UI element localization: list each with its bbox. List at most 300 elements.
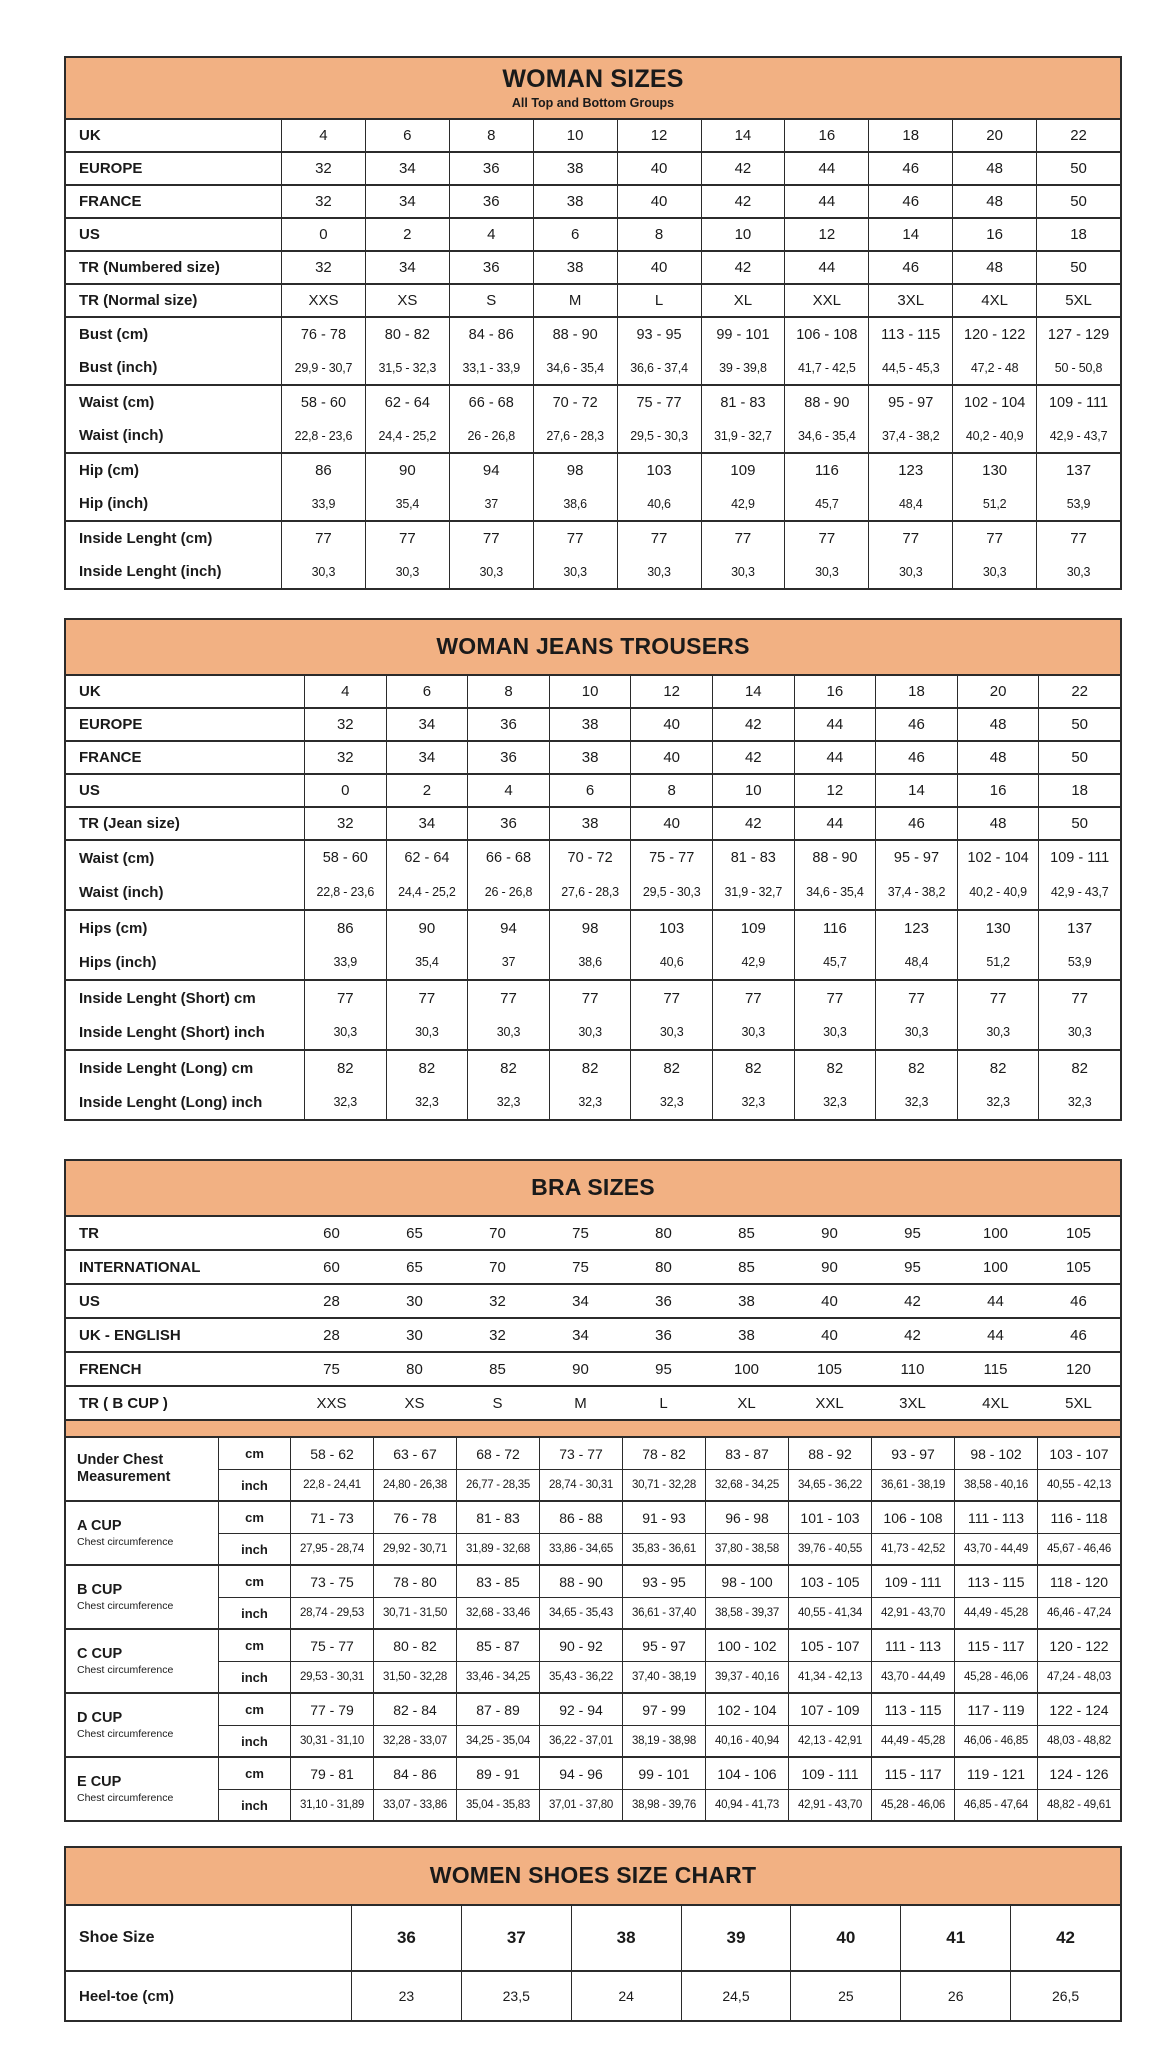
value-cell: 95 - 97 bbox=[868, 386, 952, 419]
value-cell: 100 bbox=[982, 1258, 1009, 1276]
value-cell: 33,1 - 33,9 bbox=[449, 351, 533, 384]
table-row bbox=[66, 351, 1120, 384]
value-cell: 38,98 - 39,76 bbox=[622, 1789, 705, 1820]
value-cell: 77 bbox=[630, 981, 712, 1015]
value-cell: 116 bbox=[784, 454, 868, 487]
row-label: UK bbox=[79, 683, 101, 700]
cup-row-group bbox=[66, 1500, 1120, 1564]
value-cell: 6 bbox=[549, 775, 631, 806]
value-cell: 30,3 bbox=[617, 555, 701, 588]
measure-row-group bbox=[66, 384, 1120, 452]
value-cell: 32 bbox=[304, 808, 386, 839]
value-cell: 46 bbox=[868, 186, 952, 217]
value-cell: 103 bbox=[630, 911, 712, 945]
value-cell: 109 bbox=[712, 911, 794, 945]
value-cell: 58 - 60 bbox=[281, 386, 365, 419]
value-cell: 66 - 68 bbox=[467, 841, 549, 875]
value-cell: 113 - 115 bbox=[871, 1694, 954, 1725]
table-row bbox=[66, 1385, 1120, 1419]
value-cell: 31,10 - 31,89 bbox=[290, 1789, 373, 1820]
value-cell: 84 - 86 bbox=[373, 1758, 456, 1789]
value-cell: 80 bbox=[655, 1258, 672, 1276]
cup-sublabel: Chest circumference bbox=[77, 1792, 174, 1805]
value-cell: 113 - 115 bbox=[868, 318, 952, 351]
value-cell: 36 bbox=[467, 742, 549, 773]
value-cell: 105 bbox=[816, 1360, 843, 1378]
value-cell: 32,3 bbox=[875, 1085, 957, 1119]
row-label: Waist (inch) bbox=[79, 883, 164, 901]
value-cell: 105 bbox=[1065, 1224, 1092, 1242]
value-cell: S bbox=[492, 1394, 503, 1412]
value-cell: 42,91 - 43,70 bbox=[871, 1597, 954, 1628]
value-cell: 33,86 - 34,65 bbox=[539, 1533, 622, 1564]
value-cell: 22,8 - 23,6 bbox=[281, 419, 365, 452]
value-cell: 18 bbox=[1036, 219, 1120, 250]
table-row bbox=[66, 1351, 1120, 1385]
value-cell: 20 bbox=[957, 676, 1039, 707]
value-cell: 44,5 - 45,3 bbox=[868, 351, 952, 384]
value-cell: 106 - 108 bbox=[871, 1502, 954, 1533]
value-cell: 46 bbox=[875, 808, 957, 839]
value-cell: 28,74 - 30,31 bbox=[539, 1469, 622, 1500]
value-cell: 18 bbox=[868, 120, 952, 151]
value-cell: 33,07 - 33,86 bbox=[373, 1789, 456, 1820]
value-cell: 40 bbox=[617, 252, 701, 283]
unit-label: inch bbox=[218, 1469, 290, 1500]
value-cell: 31,89 - 32,68 bbox=[456, 1533, 539, 1564]
value-cell: 32,3 bbox=[467, 1085, 549, 1119]
table-row bbox=[66, 1317, 1120, 1351]
value-cell: 90 - 92 bbox=[539, 1630, 622, 1661]
value-cell: 48 bbox=[957, 808, 1039, 839]
value-cell: 34 bbox=[572, 1326, 589, 1344]
value-cell: 51,2 bbox=[957, 945, 1039, 979]
unit-label: cm bbox=[218, 1630, 290, 1661]
row-label: INTERNATIONAL bbox=[79, 1258, 201, 1276]
value-cell: 77 bbox=[1036, 522, 1120, 555]
value-cell: 39,76 - 40,55 bbox=[788, 1533, 871, 1564]
value-cell: 82 bbox=[304, 1051, 386, 1085]
value-cell: 38 bbox=[738, 1292, 755, 1310]
value-cell: M bbox=[574, 1394, 587, 1412]
cup-label: C CUP bbox=[77, 1645, 123, 1662]
value-cell: 42,9 bbox=[701, 487, 785, 520]
value-cell: 96 - 98 bbox=[705, 1502, 788, 1533]
cup-row-group bbox=[66, 1628, 1120, 1692]
table-row bbox=[66, 250, 1120, 283]
value-cell: 119 - 121 bbox=[954, 1758, 1037, 1789]
value-cell: 37 bbox=[467, 945, 549, 979]
value-cell: 26,5 bbox=[1010, 1972, 1120, 2020]
value-cell: 40,55 - 41,34 bbox=[788, 1597, 871, 1628]
value-cell: 36,22 - 37,01 bbox=[539, 1725, 622, 1756]
value-cell: 123 bbox=[875, 911, 957, 945]
value-cell: 40 bbox=[630, 742, 712, 773]
value-cell: 103 - 107 bbox=[1037, 1438, 1120, 1469]
value-cell: 42 bbox=[904, 1292, 921, 1310]
value-cell: 80 - 82 bbox=[373, 1630, 456, 1661]
row-label: Shoe Size bbox=[79, 1929, 155, 1946]
value-cell: 50 bbox=[1036, 252, 1120, 283]
value-cell: 42,91 - 43,70 bbox=[788, 1789, 871, 1820]
value-cell: 30,3 bbox=[281, 555, 365, 588]
value-cell: 27,95 - 28,74 bbox=[290, 1533, 373, 1564]
value-cell: 30,3 bbox=[701, 555, 785, 588]
value-cell: 120 - 122 bbox=[952, 318, 1036, 351]
value-cell: 75 - 77 bbox=[290, 1630, 373, 1661]
value-cell: 48 bbox=[957, 709, 1039, 740]
value-cell: 77 bbox=[304, 981, 386, 1015]
value-cell: 86 bbox=[281, 454, 365, 487]
value-cell: 68 - 72 bbox=[456, 1438, 539, 1469]
row-label bbox=[66, 1630, 218, 1692]
cup-label: A CUP bbox=[77, 1517, 122, 1534]
value-cell: 77 bbox=[712, 981, 794, 1015]
value-cell: 130 bbox=[952, 454, 1036, 487]
value-cell: 28 bbox=[323, 1292, 340, 1310]
value-cell: 44 bbox=[987, 1292, 1004, 1310]
value-cell: 113 - 115 bbox=[954, 1566, 1037, 1597]
value-cell: 12 bbox=[784, 219, 868, 250]
value-cell: 73 - 75 bbox=[290, 1566, 373, 1597]
value-cell: 81 - 83 bbox=[701, 386, 785, 419]
value-cell: 4XL bbox=[982, 1394, 1009, 1412]
value-cell: 38 bbox=[549, 808, 631, 839]
table-row bbox=[66, 184, 1120, 217]
value-cell: 82 bbox=[467, 1051, 549, 1085]
value-cell: 85 bbox=[738, 1224, 755, 1242]
value-cell: 36 bbox=[655, 1292, 672, 1310]
value-cell: 50 - 50,8 bbox=[1036, 351, 1120, 384]
value-cell: 130 bbox=[957, 911, 1039, 945]
value-cell: 76 - 78 bbox=[373, 1502, 456, 1533]
value-cell: 3XL bbox=[868, 285, 952, 316]
row-label: FRENCH bbox=[79, 1360, 142, 1378]
value-cell: 30,3 bbox=[868, 555, 952, 588]
value-cell: 46 bbox=[1070, 1326, 1087, 1344]
table-row bbox=[66, 707, 1120, 740]
value-cell: 45,7 bbox=[794, 945, 876, 979]
value-cell: 50 bbox=[1036, 153, 1120, 184]
value-cell: 118 - 120 bbox=[1037, 1566, 1120, 1597]
value-cell: 105 bbox=[1065, 1258, 1092, 1276]
row-label: US bbox=[79, 226, 100, 243]
value-cell: 77 bbox=[386, 981, 468, 1015]
value-cell: 23,5 bbox=[461, 1972, 571, 2020]
value-cell: 124 - 126 bbox=[1037, 1758, 1120, 1789]
value-cell: 34,65 - 36,22 bbox=[788, 1469, 871, 1500]
value-cell: 109 bbox=[701, 454, 785, 487]
value-cell: 30,3 bbox=[386, 1015, 468, 1049]
value-cell: 48,03 - 48,82 bbox=[1037, 1725, 1120, 1756]
value-cell: 104 - 106 bbox=[705, 1758, 788, 1789]
value-cell: 127 - 129 bbox=[1036, 318, 1120, 351]
value-cell: 29,5 - 30,3 bbox=[617, 419, 701, 452]
value-cell: 46 bbox=[868, 252, 952, 283]
value-cell: 26 - 26,8 bbox=[467, 875, 549, 909]
value-cell: 46 bbox=[868, 153, 952, 184]
value-cell: 40,2 - 40,9 bbox=[957, 875, 1039, 909]
value-cell: 35,83 - 36,61 bbox=[622, 1533, 705, 1564]
value-cell: 40 bbox=[617, 186, 701, 217]
value-cell: 84 - 86 bbox=[449, 318, 533, 351]
value-cell: 90 bbox=[386, 911, 468, 945]
value-cell: 3XL bbox=[899, 1394, 926, 1412]
value-cell: 10 bbox=[533, 120, 617, 151]
value-cell: 76 - 78 bbox=[281, 318, 365, 351]
value-cell: 85 bbox=[738, 1258, 755, 1276]
value-cell: 137 bbox=[1036, 454, 1120, 487]
value-cell: 42 bbox=[712, 742, 794, 773]
value-cell: 32,3 bbox=[630, 1085, 712, 1119]
table-row bbox=[66, 740, 1120, 773]
value-cell: 37,01 - 37,80 bbox=[539, 1789, 622, 1820]
value-cell: 90 bbox=[572, 1360, 589, 1378]
value-cell: 32,3 bbox=[712, 1085, 794, 1119]
value-cell: 42,9 - 43,7 bbox=[1036, 419, 1120, 452]
value-cell: 35,4 bbox=[365, 487, 449, 520]
table-row bbox=[66, 1085, 1120, 1119]
cup-row-group bbox=[66, 1564, 1120, 1628]
value-cell: 50 bbox=[1038, 709, 1120, 740]
value-cell: 75 bbox=[323, 1360, 340, 1378]
row-label: TR (Normal size) bbox=[79, 292, 198, 309]
value-cell: 37,4 - 38,2 bbox=[875, 875, 957, 909]
value-cell: 42 bbox=[701, 252, 785, 283]
table-title: WOMAN SIZES bbox=[502, 65, 684, 94]
value-cell: 30,3 bbox=[1036, 555, 1120, 588]
value-cell: 41,7 - 42,5 bbox=[784, 351, 868, 384]
value-cell: 88 - 90 bbox=[533, 318, 617, 351]
measure-row-group bbox=[66, 979, 1120, 1049]
value-cell: M bbox=[533, 285, 617, 316]
cup-sublabel: Chest circumference bbox=[77, 1664, 174, 1677]
row-label: Hip (inch) bbox=[79, 495, 149, 512]
value-cell: 116 bbox=[794, 911, 876, 945]
row-label: Heel-toe (cm) bbox=[79, 1987, 175, 2005]
value-cell: 32,3 bbox=[794, 1085, 876, 1119]
value-cell: 25 bbox=[790, 1972, 900, 2020]
value-cell: 6 bbox=[365, 120, 449, 151]
value-cell: 8 bbox=[617, 219, 701, 250]
row-label: TR (Jean size) bbox=[79, 815, 180, 832]
measure-row-group bbox=[66, 520, 1120, 588]
cup-label: B CUP bbox=[77, 1581, 123, 1598]
value-cell: 24,80 - 26,38 bbox=[373, 1469, 456, 1500]
value-cell: 42 bbox=[701, 153, 785, 184]
value-cell: 42 bbox=[904, 1326, 921, 1344]
value-cell: 33,9 bbox=[304, 945, 386, 979]
value-cell: 62 - 64 bbox=[365, 386, 449, 419]
value-cell: 44 bbox=[784, 186, 868, 217]
value-cell: 81 - 83 bbox=[712, 841, 794, 875]
table-row bbox=[66, 1906, 1120, 1970]
value-cell: 40 bbox=[821, 1292, 838, 1310]
value-cell: 10 bbox=[549, 676, 631, 707]
value-cell: 75 bbox=[572, 1258, 589, 1276]
value-cell: 87 - 89 bbox=[456, 1694, 539, 1725]
value-cell: 41,73 - 42,52 bbox=[871, 1533, 954, 1564]
value-cell: 91 - 93 bbox=[622, 1502, 705, 1533]
row-label: Waist (inch) bbox=[79, 427, 164, 444]
value-cell: 86 - 88 bbox=[539, 1502, 622, 1533]
cup-sublabel: Chest circumference bbox=[77, 1728, 174, 1741]
value-cell: 109 - 111 bbox=[1038, 841, 1120, 875]
value-cell: 100 - 102 bbox=[705, 1630, 788, 1661]
table-row bbox=[66, 318, 1120, 351]
value-cell: 34 bbox=[365, 252, 449, 283]
value-cell: 98 bbox=[549, 911, 631, 945]
value-cell: 93 - 95 bbox=[622, 1566, 705, 1597]
table-row bbox=[66, 555, 1120, 588]
value-cell: 95 bbox=[904, 1258, 921, 1276]
value-cell: 5XL bbox=[1036, 285, 1120, 316]
table-row bbox=[66, 1283, 1120, 1317]
value-cell: 4 bbox=[467, 775, 549, 806]
value-cell: 42,9 bbox=[712, 945, 794, 979]
table-title: BRA SIZES bbox=[531, 1174, 655, 1201]
row-label: Inside Lenght (inch) bbox=[79, 563, 222, 580]
value-cell: 98 - 100 bbox=[705, 1566, 788, 1597]
value-cell: 43,70 - 44,49 bbox=[954, 1533, 1037, 1564]
value-cell: 62 - 64 bbox=[386, 841, 468, 875]
table-row bbox=[66, 1970, 1120, 2020]
value-cell: 18 bbox=[1038, 775, 1120, 806]
value-cell: 88 - 92 bbox=[788, 1438, 871, 1469]
value-cell: 40,6 bbox=[617, 487, 701, 520]
row-label: UK - ENGLISH bbox=[79, 1326, 181, 1344]
value-cell: 40,55 - 42,13 bbox=[1037, 1469, 1120, 1500]
value-cell: 36 bbox=[449, 153, 533, 184]
table-row bbox=[66, 487, 1120, 520]
value-cell: 93 - 97 bbox=[871, 1438, 954, 1469]
value-cell: 36 bbox=[467, 808, 549, 839]
value-cell: 30,3 bbox=[1038, 1015, 1120, 1049]
value-cell: 16 bbox=[784, 120, 868, 151]
value-cell: 38 bbox=[533, 186, 617, 217]
value-cell: 4XL bbox=[952, 285, 1036, 316]
row-label bbox=[66, 1502, 218, 1564]
value-cell: 46,85 - 47,64 bbox=[954, 1789, 1037, 1820]
row-label: Hips (cm) bbox=[79, 919, 148, 937]
value-cell: 85 - 87 bbox=[456, 1630, 539, 1661]
value-cell: 30,3 bbox=[365, 555, 449, 588]
value-cell: 66 - 68 bbox=[449, 386, 533, 419]
value-cell: XS bbox=[365, 285, 449, 316]
value-cell: 77 bbox=[549, 981, 631, 1015]
value-cell: 4 bbox=[281, 120, 365, 151]
value-cell: 38,6 bbox=[533, 487, 617, 520]
value-cell: 94 - 96 bbox=[539, 1758, 622, 1789]
row-label: Bust (cm) bbox=[79, 326, 149, 343]
table-row bbox=[66, 841, 1120, 875]
value-cell: XXL bbox=[784, 285, 868, 316]
value-cell: 97 - 99 bbox=[622, 1694, 705, 1725]
woman-sizes-header bbox=[66, 58, 1120, 120]
value-cell: 45,28 - 46,06 bbox=[954, 1661, 1037, 1692]
value-cell: 35,4 bbox=[386, 945, 468, 979]
value-cell: 60 bbox=[323, 1224, 340, 1242]
value-cell: 73 - 77 bbox=[539, 1438, 622, 1469]
value-cell: 79 - 81 bbox=[290, 1758, 373, 1789]
value-cell: 32,3 bbox=[549, 1085, 631, 1119]
value-cell: 120 bbox=[1065, 1360, 1092, 1378]
value-cell: 32,28 - 33,07 bbox=[373, 1725, 456, 1756]
value-cell: 29,53 - 30,31 bbox=[290, 1661, 373, 1692]
value-cell: 8 bbox=[467, 676, 549, 707]
bra-sizes-body bbox=[66, 1217, 1120, 1820]
value-cell: 24 bbox=[571, 1972, 681, 2020]
value-cell: 30,3 bbox=[794, 1015, 876, 1049]
value-cell: 40 bbox=[630, 808, 712, 839]
value-cell: 8 bbox=[449, 120, 533, 151]
value-cell: 90 bbox=[821, 1224, 838, 1242]
value-cell: 42 bbox=[712, 709, 794, 740]
value-cell: 82 bbox=[630, 1051, 712, 1085]
value-cell: 27,6 - 28,3 bbox=[549, 875, 631, 909]
value-cell: 41,34 - 42,13 bbox=[788, 1661, 871, 1692]
value-cell: 44 bbox=[794, 808, 876, 839]
value-cell: 99 - 101 bbox=[622, 1758, 705, 1789]
cup-label: Under Chest Measurement bbox=[77, 1451, 171, 1485]
value-cell: 46 bbox=[875, 742, 957, 773]
value-cell: 0 bbox=[281, 219, 365, 250]
measure-row-group bbox=[66, 909, 1120, 979]
row-label: UK bbox=[79, 127, 101, 144]
value-cell: 89 - 91 bbox=[456, 1758, 539, 1789]
value-cell: 40,16 - 40,94 bbox=[705, 1725, 788, 1756]
measure-row-group bbox=[66, 839, 1120, 909]
value-cell: 5XL bbox=[1065, 1394, 1092, 1412]
value-cell: 46,46 - 47,24 bbox=[1037, 1597, 1120, 1628]
value-cell: 30,3 bbox=[784, 555, 868, 588]
value-cell: 24,5 bbox=[681, 1972, 791, 2020]
table-row bbox=[66, 454, 1120, 487]
value-cell: 82 bbox=[712, 1051, 794, 1085]
table-row bbox=[66, 419, 1120, 452]
value-cell: 65 bbox=[406, 1258, 423, 1276]
value-cell: 90 bbox=[365, 454, 449, 487]
unit-label: cm bbox=[218, 1758, 290, 1789]
value-cell: XXL bbox=[815, 1394, 844, 1412]
value-cell: 35,04 - 35,83 bbox=[456, 1789, 539, 1820]
value-cell: XL bbox=[737, 1394, 756, 1412]
value-cell: 58 - 62 bbox=[290, 1438, 373, 1469]
value-cell: 46 bbox=[1070, 1292, 1087, 1310]
value-cell: 32,3 bbox=[386, 1085, 468, 1119]
value-cell: 48 bbox=[952, 186, 1036, 217]
value-cell: 37,4 - 38,2 bbox=[868, 419, 952, 452]
value-cell: 32 bbox=[304, 742, 386, 773]
cup-row-group bbox=[66, 1436, 1120, 1500]
value-cell: 23 bbox=[351, 1972, 461, 2020]
unit-label: inch bbox=[218, 1661, 290, 1692]
value-cell: 48,4 bbox=[875, 945, 957, 979]
value-cell: 102 - 104 bbox=[705, 1694, 788, 1725]
value-cell: 94 bbox=[449, 454, 533, 487]
table-row bbox=[66, 875, 1120, 909]
value-cell: 86 bbox=[304, 911, 386, 945]
table-subtitle: All Top and Bottom Groups bbox=[511, 95, 675, 110]
value-cell: 51,2 bbox=[952, 487, 1036, 520]
value-cell: 50 bbox=[1038, 808, 1120, 839]
value-cell: 34 bbox=[386, 742, 468, 773]
row-label: Waist (cm) bbox=[79, 849, 155, 867]
table-row bbox=[66, 911, 1120, 945]
value-cell: 31,9 - 32,7 bbox=[712, 875, 794, 909]
value-cell: 39 bbox=[681, 1906, 791, 1970]
unit-label: cm bbox=[218, 1438, 290, 1469]
